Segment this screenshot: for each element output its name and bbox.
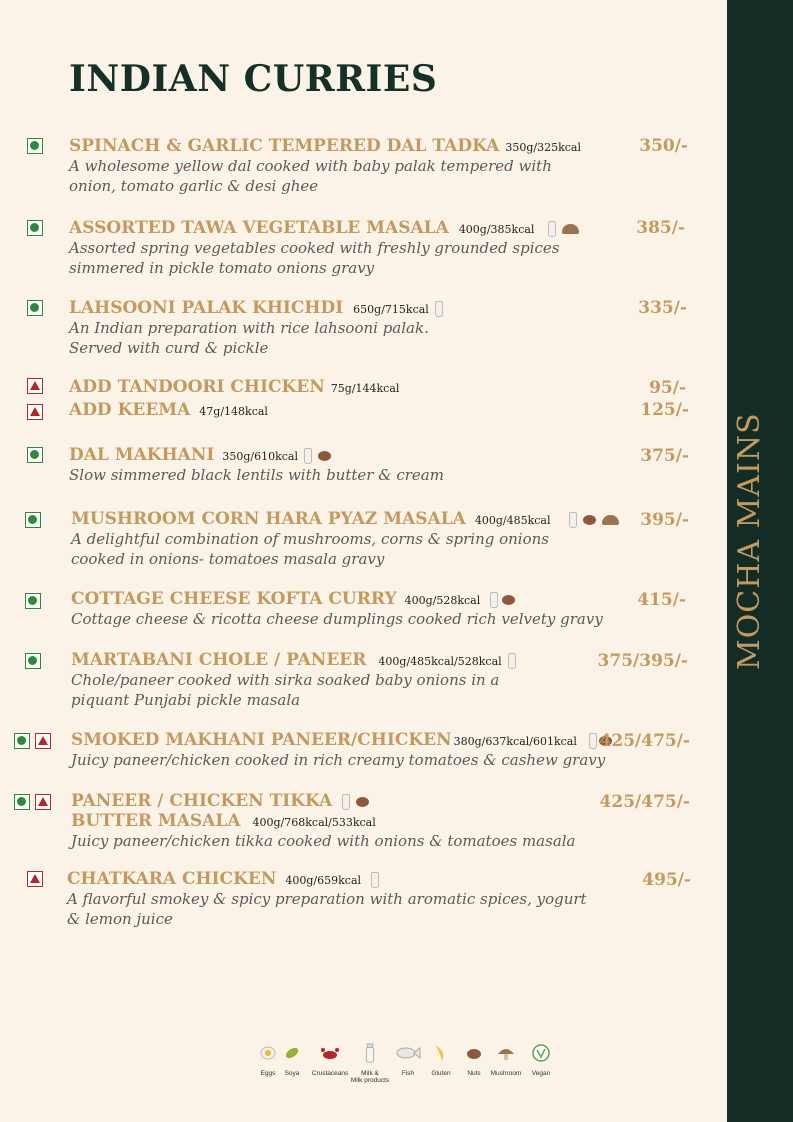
item-meta: 400g/385kcal [458, 223, 535, 236]
veg-icon [25, 512, 41, 528]
item-name: COTTAGE CHEESE KOFTA CURRY [71, 589, 397, 609]
allergen-legend [256, 1043, 556, 1093]
item-meta: 47g/148kcal [199, 405, 268, 418]
item-price: 395/- [640, 510, 689, 530]
legend-vegan: Vegan [521, 1043, 561, 1077]
menu-item-tawa-veg [69, 218, 579, 278]
menu-item-dal-makhani [69, 445, 444, 485]
milk-icon [589, 733, 597, 749]
veg-icon [14, 794, 30, 810]
menu-item-add-keema [69, 400, 268, 420]
item-desc: piquant Punjabi pickle masala [71, 691, 301, 709]
milk-icon [435, 301, 443, 317]
veg-icon [27, 220, 43, 236]
legend-mushroom: Mushroom [486, 1043, 526, 1077]
veg-icon [27, 138, 43, 154]
item-name: SMOKED MAKHANI PANEER/CHICKEN [71, 730, 452, 750]
item-meta: 400g/485kcal/528kcal [378, 655, 502, 668]
milk-icon [364, 1043, 376, 1063]
item-meta: 350g/325kcal [505, 141, 582, 154]
menu-item-khichdi [69, 298, 443, 358]
item-desc: cooked in onions- tomatoes masala gravy [71, 550, 385, 568]
item-meta: 350g/610kcal [222, 450, 298, 463]
item-desc: onion, tomato garlic & desi ghee [69, 177, 319, 195]
veg-icon [25, 593, 41, 609]
nonveg-icon [27, 871, 43, 887]
menu-item-add-tandoori [69, 377, 399, 397]
item-desc: A delightful combination of mushrooms, corns & spring onions [71, 530, 549, 548]
nuts-icon [356, 797, 369, 807]
item-price: 495/- [642, 870, 691, 890]
item-name: ADD TANDOORI CHICKEN [69, 377, 325, 397]
nonveg-icon [27, 404, 43, 420]
menu-item-martabani [71, 650, 516, 710]
item-price: 425/475/- [599, 731, 690, 751]
legend-milk: Milk & Milk products [350, 1043, 390, 1084]
nuts-icon [502, 595, 515, 605]
item-meta: 400g/485kcal [474, 514, 551, 527]
item-price: 95/- [649, 378, 686, 398]
vegan-icon [531, 1043, 551, 1063]
item-price: 350/- [639, 136, 688, 156]
milk-icon [490, 592, 498, 608]
item-name: SPINACH & GARLIC TEMPERED DAL TADKA [69, 136, 500, 156]
item-price: 375/395/- [597, 651, 688, 671]
soya-icon [283, 1043, 301, 1063]
item-price: 375/- [640, 446, 689, 466]
milk-icon [548, 221, 556, 237]
fish-icon [395, 1043, 421, 1063]
legend-fish: Fish [388, 1043, 428, 1077]
legend-nuts: Nuts [454, 1043, 494, 1077]
nuts-icon [318, 451, 331, 461]
item-name: ASSORTED TAWA VEGETABLE MASALA [69, 218, 449, 238]
item-price: 415/- [637, 590, 686, 610]
milk-icon [508, 653, 516, 669]
item-name: MUSHROOM CORN HARA PYAZ MASALA [71, 509, 466, 529]
nuts-icon [583, 515, 596, 525]
item-name: DAL MAKHANI [69, 445, 215, 465]
nuts-icon [465, 1043, 483, 1063]
item-desc: Juicy paneer/chicken cooked in rich creamy tomatoes & cashew gravy [71, 751, 606, 769]
milk-icon [371, 872, 379, 888]
item-desc: A wholesome yellow dal cooked with baby palak tempered with [69, 157, 552, 175]
menu-item-tikka-butter-masala [71, 791, 576, 851]
item-desc: simmered in pickle tomato onions gravy [69, 259, 375, 277]
item-desc: Chole/paneer cooked with sirka soaked baby onions in a [71, 671, 500, 689]
item-price: 385/- [636, 218, 685, 238]
page-title: INDIAN CURRIES [69, 58, 438, 100]
item-meta: 650g/715kcal [353, 303, 429, 316]
item-desc: Served with curd & pickle [69, 339, 269, 357]
item-desc: A flavorful smokey & spicy preparation with aromatic spices, yogurt [67, 890, 587, 908]
veg-icon [14, 733, 30, 749]
item-desc: An Indian preparation with rice lahsooni palak. [69, 319, 429, 337]
milk-icon [569, 512, 577, 528]
item-price: 125/- [640, 400, 689, 420]
item-meta: 75g/144kcal [330, 382, 400, 395]
menu-item-chatkara-chicken [67, 869, 587, 929]
item-meta: 380g/637kcal/601kcal [453, 735, 577, 748]
item-desc: Slow simmered black lentils with butter & cream [69, 466, 444, 484]
item-meta: 400g/659kcal [285, 874, 362, 887]
legend-gluten: Gluten [421, 1043, 461, 1077]
item-name-line2: BUTTER MASALA [71, 811, 241, 831]
menu-item-smoked-makhani [71, 730, 612, 770]
item-name: LAHSOONI PALAK KHICHDI [69, 298, 344, 318]
veg-icon [27, 447, 43, 463]
legend-eggs: Eggs [248, 1043, 288, 1077]
item-name: PANEER / CHICKEN TIKKA [71, 791, 333, 811]
item-price: 425/475/- [599, 792, 690, 812]
item-desc: Juicy paneer/chicken tikka cooked with onions & tomatoes masala [71, 832, 576, 850]
nonveg-icon [35, 733, 51, 749]
milk-icon [304, 448, 312, 464]
milk-icon [342, 794, 350, 810]
veg-icon [27, 300, 43, 316]
item-desc: Assorted spring vegetables cooked with freshly grounded spices [69, 239, 560, 257]
item-desc: Cottage cheese & ricotta cheese dumplings cooked rich velvety gravy [71, 610, 603, 628]
item-name: MARTABANI CHOLE / PANEER [71, 650, 367, 670]
mushroom-icon [602, 515, 619, 525]
gluten-icon [432, 1043, 450, 1063]
veg-icon [25, 653, 41, 669]
item-price: 335/- [638, 298, 687, 318]
item-meta: 400g/768kcal/533kcal [252, 816, 376, 829]
nonveg-icon [27, 378, 43, 394]
mushroom-icon [495, 1043, 517, 1063]
item-meta: 400g/528kcal [404, 594, 481, 607]
menu-item-dal-tadka [69, 136, 581, 196]
item-name: ADD KEEMA [69, 400, 191, 420]
nonveg-icon [35, 794, 51, 810]
menu-item-mushroom-corn [71, 509, 619, 569]
legend-crustaceans: Crustaceans [310, 1043, 350, 1077]
item-name: CHATKARA CHICKEN [67, 869, 277, 889]
crustaceans-icon [319, 1043, 341, 1063]
mushroom-icon [562, 224, 579, 234]
item-desc: & lemon juice [67, 910, 173, 928]
menu-item-kofta-curry [71, 589, 603, 629]
legend-soya: Soya [272, 1043, 312, 1077]
